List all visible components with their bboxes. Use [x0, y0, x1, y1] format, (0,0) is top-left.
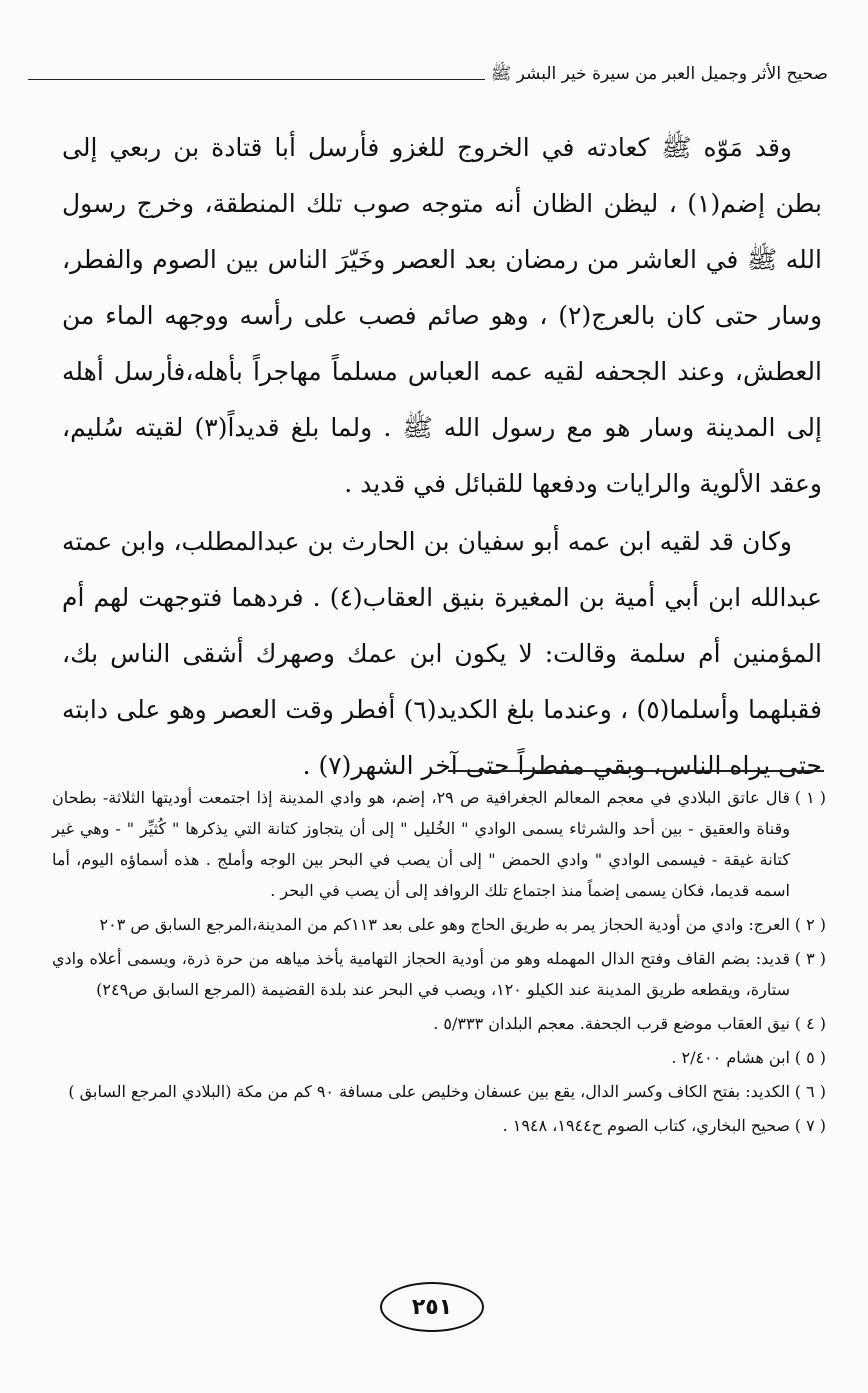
running-header: [28, 58, 828, 92]
paragraph: وقد مَوّه ﷺ كعادته في الخروج للغزو فأرسل أبا قتادة بن ربعي إلى بطن إضم(١) ، ليظن الظان أنه متوجه صوب تلك المنطقة، وخرج رسول الله ﷺ في العاشر من رمضان بعد العصر وخَيّرَ الناس بين الصوم والفطر، وسار حتى كان بالعرج(٢) ، وهو صائم فصب على رأسه ووجهه الماء من العطش، وعند الجحفه لقيه عمه العباس مسلماً مهاجراً بأهله،فأرسل أهله إلى المدينة وسار هو مع رسول الله ﷺ . ولما بلغ قديداً(٣) لقيته سُليم، وعقد الألوية والرايات ودفعها للقبائل في قديد .: [62, 133, 823, 498]
footnote-item: [52, 909, 826, 940]
footnote-item: [52, 943, 826, 1005]
footnote-item: [52, 1076, 826, 1107]
main-text: [62, 120, 822, 794]
footnote-item: [52, 1042, 826, 1073]
footnote-number: ( ٣ ): [794, 949, 826, 968]
footnote-text: قال عاتق البلادي في معجم المعالم الجغرافية ص ٢٩، إضم، هو وادي المدينة إذا اجتمعت أوديتها الثلاثة- بطحان وقناة والعقيق - بين أحد والشرثاء يسمى الوادي " الخُليل " إلى أن يتجاوز كتانة التي يذكرها " كُثيِّر " - وهي غير كتانة غيقة - فيسمى الوادي " وادي الحمض " إلى أن يصب في البحر بين الوجه وأملج . هذه أسماؤه اليوم، أما اسمه قديما، فكان يسمى إضماً منذ اجتماع تلك الروافد إلى أن يصب في البحر .: [52, 788, 791, 900]
footnote-number: ( ٥ ): [794, 1048, 826, 1067]
footnote-text: نيق العقاب موضع قرب الجحفة. معجم البلدان ٥/٣٣٣ .: [433, 1014, 790, 1033]
header-rule: [28, 79, 485, 80]
footnote-number: ( ٦ ): [794, 1082, 826, 1101]
footnote-separator: [448, 770, 824, 772]
footnote-text: ابن هشام ٢/٤٠٠ .: [671, 1048, 790, 1067]
paragraph: وكان قد لقيه ابن عمه أبو سفيان بن الحارث بن عبدالمطلب، وابن عمته عبدالله ابن أبي أمية بن المغيرة بنيق العقاب(٤) . فردهما فتوجهت لهم أم المؤمنين أم سلمة وقالت: لا يكون ابن عمك وصهرك أشقى الناس بك، فقبلهما وأسلما(٥) ، وعندما بلغ الكديد(٦) أفطر وقت العصر وهو على دابته حتى يراه الناس، وبقي مفطراً حتى آخر الشهر(٧) .: [62, 527, 822, 780]
footnote-text: العرج: وادي من أودية الحجاز يمر به طريق الحاج وهو على بعد ١١٣كم من المدينة،المرجع السابق ص ٢٠٣: [99, 915, 790, 934]
page-number: ٢٥١: [380, 1282, 484, 1332]
header-title: صحيح الأثر وجميل العبر من سيرة خير البشر ﷺ: [490, 63, 828, 84]
footnote-number: ( ٧ ): [794, 1116, 826, 1135]
footnote-number: ( ٤ ): [794, 1014, 826, 1033]
footnote-item: [52, 782, 826, 906]
footnote-item: [52, 1008, 826, 1039]
footnote-text: قديد: بضم القاف وفتح الدال المهمله وهو من أودية الحجاز التهامية يأخذ مياهه من حرة ذرة، ويسمى أعلاه وادي ستارة، ويقطعه طريق المدينة عند الكيلو ١٢٠، ويصب في البحر عند بلدة القضيمة (المرجع السابق ص٢٤٩): [52, 949, 790, 999]
footnote-text: صحيح البخاري، كتاب الصوم ح١٩٤٤، ١٩٤٨ .: [502, 1116, 790, 1135]
footnotes: [52, 782, 826, 1144]
footnote-text: الكديد: بفتح الكاف وكسر الدال، يقع بين عسفان وخليص على مسافة ٩٠ كم من مكة (البلادي المرجع السابق ): [68, 1082, 790, 1101]
footnote-item: [52, 1110, 826, 1141]
footnote-number: ( ٢ ): [794, 915, 826, 934]
footnote-number: ( ١ ): [794, 788, 826, 807]
